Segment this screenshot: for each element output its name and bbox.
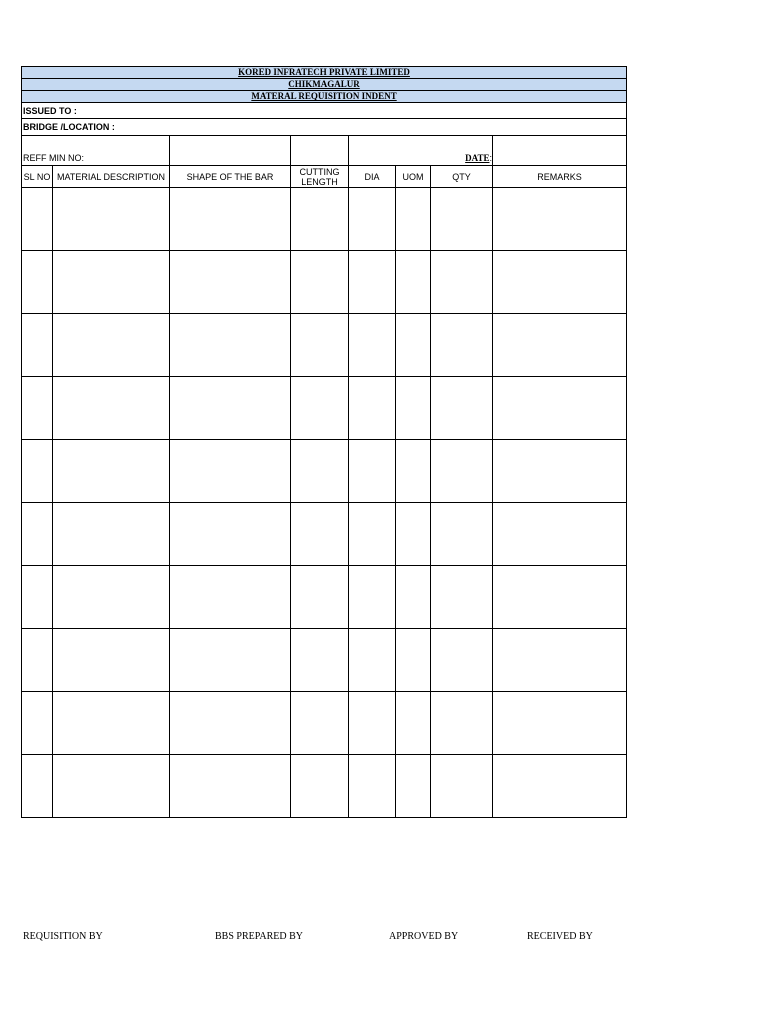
cell-material-description[interactable]	[53, 755, 170, 818]
cell-shape-of-bar[interactable]	[170, 251, 291, 314]
cell-remarks[interactable]	[493, 755, 627, 818]
bbs-prepared-by-label: BBS PREPARED BY	[215, 931, 303, 942]
cell-cutting-length[interactable]	[291, 755, 349, 818]
company-name: KORED INFRATECH PRIVATE LIMITED	[22, 67, 627, 79]
cell-material-description[interactable]	[53, 440, 170, 503]
table-row	[22, 314, 627, 377]
cell-uom[interactable]	[396, 188, 431, 251]
cell-cutting-length[interactable]	[291, 440, 349, 503]
table-row	[22, 503, 627, 566]
cell-material-description[interactable]	[53, 188, 170, 251]
cell-uom[interactable]	[396, 251, 431, 314]
cell-uom[interactable]	[396, 440, 431, 503]
cell-shape-of-bar[interactable]	[170, 440, 291, 503]
cell-qty[interactable]	[431, 755, 493, 818]
table-row	[22, 188, 627, 251]
company-location: CHIKMAGALUR	[22, 79, 627, 91]
cell-sl-no[interactable]	[22, 377, 53, 440]
cell-cutting-length[interactable]	[291, 377, 349, 440]
cell-sl-no[interactable]	[22, 314, 53, 377]
entry-rows	[22, 188, 627, 818]
cell-sl-no[interactable]	[22, 188, 53, 251]
cell-dia[interactable]	[349, 188, 396, 251]
col-material-description: MATERIAL DESCRIPTION	[53, 166, 170, 188]
cell-shape-of-bar[interactable]	[170, 314, 291, 377]
cell-remarks[interactable]	[493, 314, 627, 377]
cell-uom[interactable]	[396, 692, 431, 755]
col-cutting-length	[291, 166, 349, 188]
cell-qty[interactable]	[431, 503, 493, 566]
cell-qty[interactable]	[431, 188, 493, 251]
col-dia: DIA	[349, 166, 396, 188]
cell-qty[interactable]	[431, 377, 493, 440]
cell-cutting-length[interactable]	[291, 251, 349, 314]
cell-uom[interactable]	[396, 503, 431, 566]
table-row	[22, 440, 627, 503]
cell-uom[interactable]	[396, 314, 431, 377]
cell-dia[interactable]	[349, 377, 396, 440]
cell-remarks[interactable]	[493, 440, 627, 503]
cell-dia[interactable]	[349, 440, 396, 503]
cell-shape-of-bar[interactable]	[170, 377, 291, 440]
received-by-label: RECEIVED BY	[527, 931, 593, 942]
form-table	[21, 66, 627, 818]
cell-qty[interactable]	[431, 692, 493, 755]
col-remarks: REMARKS	[493, 166, 627, 188]
form-title: MATERAL REQUISITION INDENT	[22, 91, 627, 103]
cell-material-description[interactable]	[53, 503, 170, 566]
cell-shape-of-bar[interactable]	[170, 503, 291, 566]
cell-uom[interactable]	[396, 629, 431, 692]
col-length-label: LENGTH	[301, 176, 338, 187]
cell-sl-no[interactable]	[22, 503, 53, 566]
cell-qty[interactable]	[431, 251, 493, 314]
reff-min-no-value[interactable]	[170, 136, 291, 166]
cell-dia[interactable]	[349, 314, 396, 377]
cell-dia[interactable]	[349, 692, 396, 755]
cell-uom[interactable]	[396, 377, 431, 440]
cell-sl-no[interactable]	[22, 629, 53, 692]
cell-shape-of-bar[interactable]	[170, 755, 291, 818]
cell-cutting-length[interactable]	[291, 566, 349, 629]
cell-material-description[interactable]	[53, 314, 170, 377]
cell-shape-of-bar[interactable]	[170, 629, 291, 692]
cell-cutting-length[interactable]	[291, 188, 349, 251]
cell-sl-no[interactable]	[22, 251, 53, 314]
cell-remarks[interactable]	[493, 503, 627, 566]
cell-uom[interactable]	[396, 755, 431, 818]
blank-cell	[291, 136, 349, 166]
cell-cutting-length[interactable]	[291, 629, 349, 692]
cell-remarks[interactable]	[493, 629, 627, 692]
cell-qty[interactable]	[431, 629, 493, 692]
cell-shape-of-bar[interactable]	[170, 566, 291, 629]
col-uom: UOM	[396, 166, 431, 188]
cell-remarks[interactable]	[493, 377, 627, 440]
cell-dia[interactable]	[349, 251, 396, 314]
table-row	[22, 629, 627, 692]
bridge-location-field[interactable]: BRIDGE /LOCATION :	[22, 119, 627, 136]
cell-dia[interactable]	[349, 755, 396, 818]
cell-shape-of-bar[interactable]	[170, 188, 291, 251]
requisition-by-label: REQUISITION BY	[23, 931, 103, 942]
cell-qty[interactable]	[431, 314, 493, 377]
cell-material-description[interactable]	[53, 692, 170, 755]
reff-min-no-label: REFF MIN NO:	[23, 153, 84, 163]
cell-shape-of-bar[interactable]	[170, 692, 291, 755]
date-value[interactable]	[493, 136, 627, 166]
table-row	[22, 755, 627, 818]
cell-sl-no[interactable]	[22, 755, 53, 818]
cell-cutting-length[interactable]	[291, 314, 349, 377]
cell-dia[interactable]	[349, 566, 396, 629]
col-cutting-label: CUTTING	[299, 166, 340, 177]
cell-sl-no[interactable]	[22, 440, 53, 503]
cell-remarks[interactable]	[493, 692, 627, 755]
cell-remarks[interactable]	[493, 251, 627, 314]
cell-cutting-length[interactable]	[291, 503, 349, 566]
issued-to-field[interactable]: ISSUED TO :	[22, 103, 627, 119]
cell-cutting-length[interactable]	[291, 692, 349, 755]
cell-material-description[interactable]	[53, 629, 170, 692]
col-sl-no: SL NO	[22, 166, 53, 188]
cell-material-description[interactable]	[53, 377, 170, 440]
date-field[interactable]	[349, 136, 493, 166]
table-row	[22, 251, 627, 314]
cell-remarks[interactable]	[493, 188, 627, 251]
cell-material-description[interactable]	[53, 566, 170, 629]
approved-by-label: APPROVED BY	[389, 931, 459, 942]
cell-material-description[interactable]	[53, 251, 170, 314]
reff-min-no-field[interactable]	[22, 136, 170, 166]
table-row	[22, 377, 627, 440]
cell-dia[interactable]	[349, 503, 396, 566]
cell-qty[interactable]	[431, 440, 493, 503]
date-label: DATE	[465, 153, 490, 163]
requisition-form	[21, 66, 626, 818]
cell-sl-no[interactable]	[22, 566, 53, 629]
table-row	[22, 566, 627, 629]
cell-sl-no[interactable]	[22, 692, 53, 755]
table-row	[22, 692, 627, 755]
date-colon: :	[489, 153, 492, 163]
cell-qty[interactable]	[431, 566, 493, 629]
cell-remarks[interactable]	[493, 566, 627, 629]
col-qty: QTY	[431, 166, 493, 188]
col-shape-of-bar: SHAPE OF THE BAR	[170, 166, 291, 188]
cell-uom[interactable]	[396, 566, 431, 629]
cell-dia[interactable]	[349, 629, 396, 692]
